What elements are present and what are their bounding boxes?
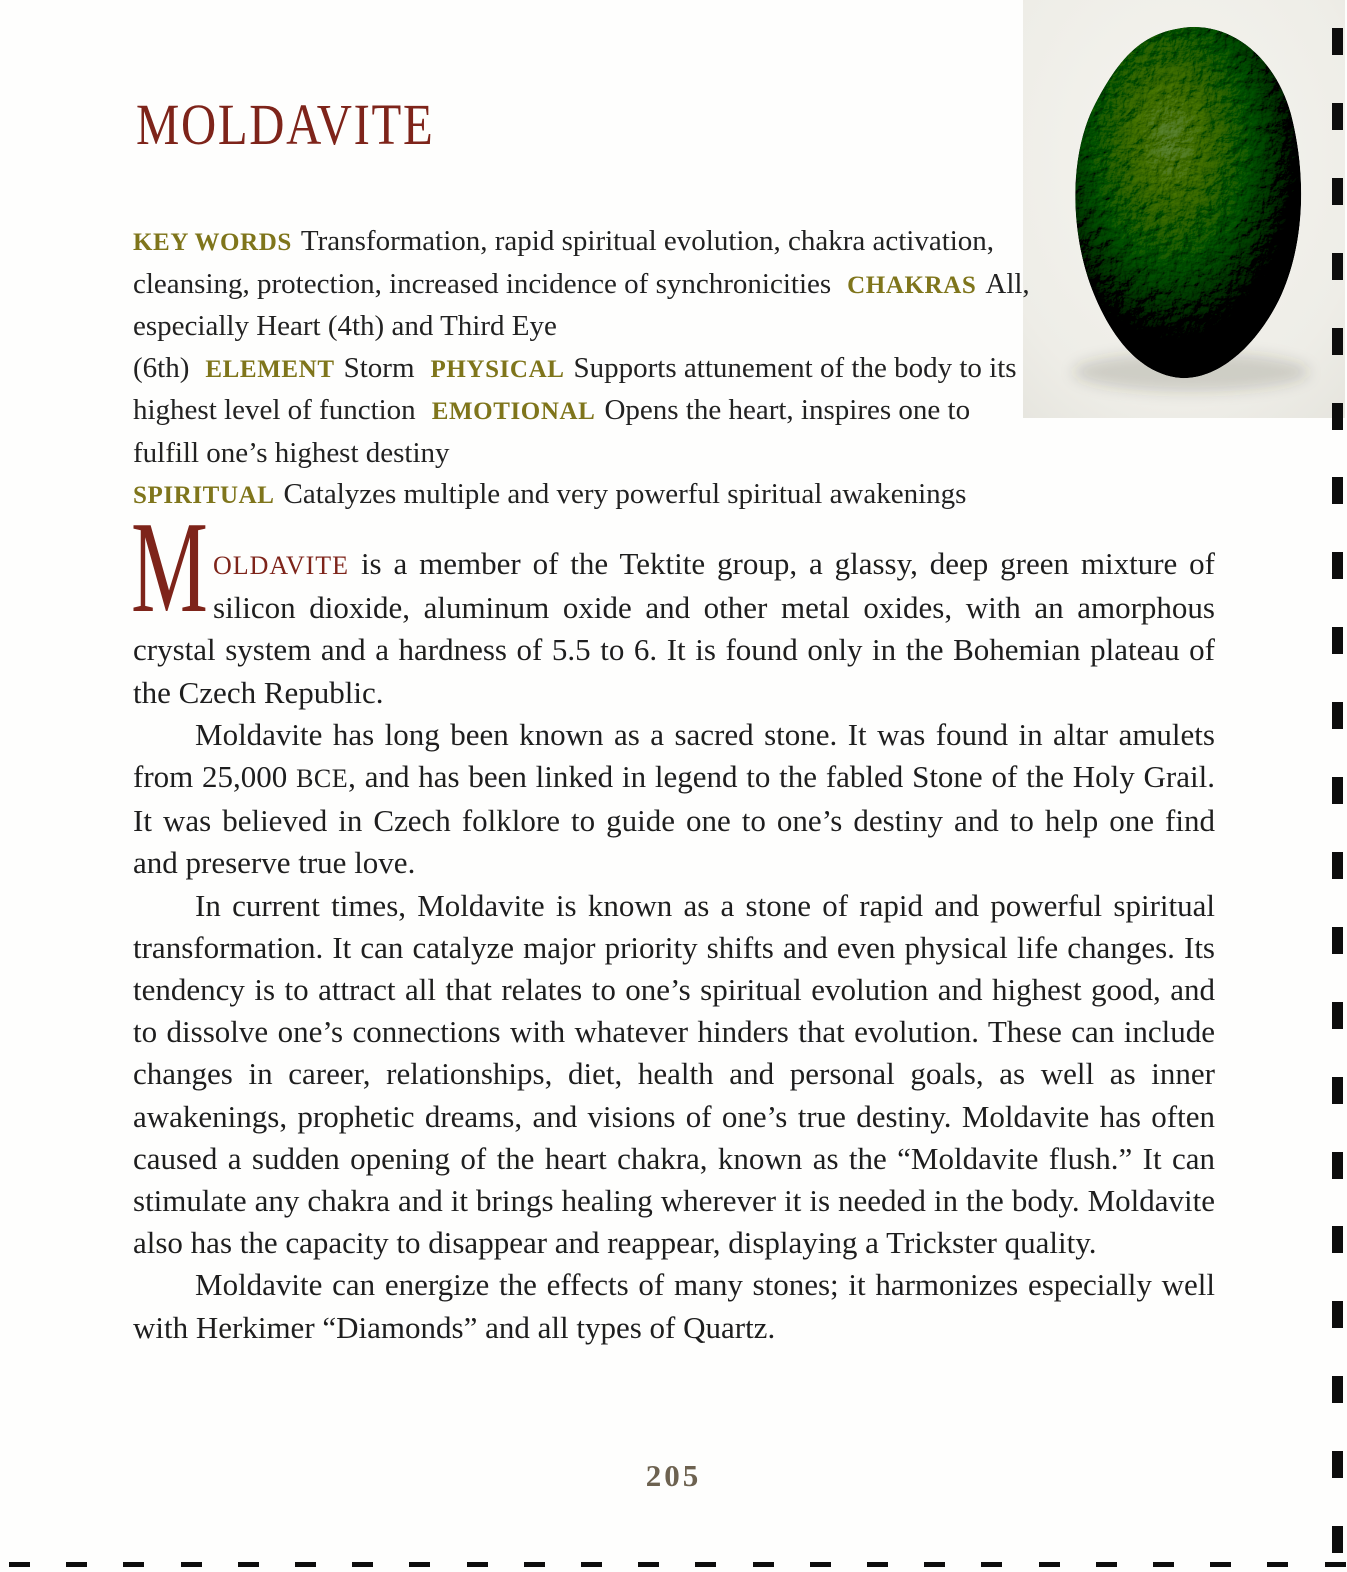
page-edge-mark-bottom [524, 1562, 545, 1567]
page-edge-mark-right [1332, 1376, 1343, 1403]
emotional-text: Opens the heart, inspires one to fulfill one’s highest destiny [133, 394, 971, 469]
page-edge-mark-right [1332, 28, 1343, 55]
page-edge-mark-bottom [352, 1562, 373, 1567]
attributes-block [133, 221, 1033, 517]
page-edge-mark-bottom [467, 1562, 488, 1567]
page-edge-mark-bottom [123, 1562, 144, 1567]
page-edge-mark-right [1332, 1077, 1343, 1104]
page-edge-mark-bottom [9, 1562, 30, 1567]
page-edge-mark-bottom [924, 1562, 945, 1567]
body-text [131, 495, 1215, 1349]
page-edge-mark-right [1332, 552, 1343, 579]
page-edge-mark-right [1332, 927, 1343, 954]
physical-label: PHYSICAL [430, 355, 565, 383]
spiritual-text: Catalyzes multiple and very powerful spiritual awakenings [283, 478, 967, 510]
page-edge-mark-bottom [409, 1562, 430, 1567]
bce-smallcaps: BCE [296, 764, 349, 794]
drop-cap: M [131, 495, 208, 640]
page-edge-mark-right [1332, 702, 1343, 729]
moldavite-stone-photo [1023, 0, 1345, 418]
page-edge-mark-bottom [1267, 1562, 1288, 1567]
page-edge-mark-right [1332, 1226, 1343, 1253]
page-edge-mark-bottom [981, 1562, 1002, 1567]
element-text: Storm [343, 351, 415, 384]
page-edge-mark-bottom [181, 1562, 202, 1567]
page-edge-mark-right [1332, 1301, 1343, 1328]
page-edge-mark-bottom [1325, 1562, 1346, 1567]
paragraph-1-text: is a member of the Tektite group, a glassy, deep green mixture of silicon dioxide, aluminum oxide and other metal oxides, with an amorphous crystal system and a hardness of 5.5 to 6. It is found only in the Bohemian plateau of the Czech Republic. [133, 546, 1215, 710]
page-edge-mark-right [1332, 777, 1343, 804]
paragraph-3: In current times, Moldavite is known as a stone of rapid and powerful spiritual transformation. It can catalyze major priority shifts and even physical life changes. Its tendency is to attract all that relates to one’s spiritual evolution and highest good, and to dissolve one’s connections with whatever hinders that evolution. These can include changes in career, relationships, diet, health and personal goals, as well as inner awakenings, prophetic dreams, and visions of one’s true destiny. Moldavite has often caused a sudden opening of the heart chakra, known as the “Moldavite flush.” It can stimulate any chakra and it brings healing wherever it is needed in the body. Moldavite also has the capacity to disappear and reappear, displaying a Trickster quality. [133, 887, 1215, 1261]
page-number: 205 [645, 1458, 702, 1493]
page-edge-mark-right [1332, 403, 1343, 430]
keywords-text: Transformation, rapid spiritual evolution, chakra activation, cleansing, protection, increased incidence of synchronicities [133, 225, 995, 300]
page-edge-mark-right [1332, 178, 1343, 205]
page-edge-mark-bottom [810, 1562, 831, 1567]
paragraph-4: Moldavite can energize the effects of many stones; it harmonizes especially well with Herkimer “Diamonds” and all types of Quartz. [133, 1267, 1215, 1345]
page-edge-mark-right [1332, 477, 1343, 504]
page-edge-mark-bottom [66, 1562, 87, 1567]
page-edge-mark-bottom [295, 1562, 316, 1567]
emotional-label: EMOTIONAL [431, 398, 596, 425]
paragraph-2 [133, 714, 1215, 885]
page-edge-mark-bottom [1039, 1562, 1060, 1567]
page-edge-mark-bottom [1153, 1562, 1174, 1567]
page-edge-mark-bottom [638, 1562, 659, 1567]
page-edge-mark-right [1332, 103, 1343, 130]
page-edge-mark-right [1332, 253, 1343, 280]
page-edge-mark-right [1332, 1451, 1343, 1478]
paragraph-2-text-a: Moldavite has long been known as a sacred stone. It was found in altar amulets from 25,000 [133, 716, 1215, 795]
page-edge-mark-right [1332, 328, 1343, 355]
lead-word-smallcaps: OLDAVITE [213, 551, 350, 580]
page-title: MOLDAVITE [136, 92, 435, 157]
physical-text: Supports attunement of the body to its highest level of function [133, 351, 1017, 426]
page-edge-mark-right [1332, 1526, 1343, 1553]
page-edge-mark-bottom [867, 1562, 888, 1567]
page-edge-mark-right [1332, 1152, 1343, 1179]
page-edge-mark-bottom [581, 1562, 602, 1567]
stone-illustration [1023, 0, 1345, 418]
page-edge-mark-bottom [238, 1562, 259, 1567]
page-edge-mark-right [1332, 852, 1343, 879]
spiritual-label: SPIRITUAL [133, 482, 275, 509]
paragraph-2-text-b: , and has been linked in legend to the fabled Stone of the Holy Grail. It was believed in Czech folklore to guide one to one’s destiny and to help one find and preserve true love. [133, 759, 1215, 881]
page-edge-mark-right [1332, 627, 1343, 654]
page-edge-mark-bottom [1210, 1562, 1231, 1567]
chakras-label: CHAKRAS [847, 271, 977, 299]
keywords-label: KEY WORDS [133, 229, 292, 256]
page-edge-mark-bottom [1096, 1562, 1117, 1567]
page-edge-mark-right [1332, 1002, 1343, 1029]
chakras-text: All, especially Heart (4th) and Third Eye (6th) [133, 267, 1030, 384]
page-edge-mark-bottom [695, 1562, 716, 1567]
element-label: ELEMENT [205, 355, 335, 383]
page-edge-mark-bottom [753, 1562, 774, 1567]
